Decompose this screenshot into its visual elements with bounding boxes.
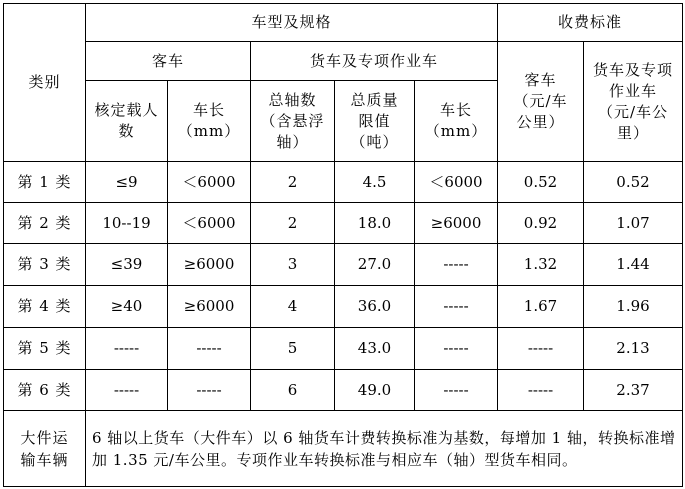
- seats-cell: -----: [86, 370, 168, 411]
- rate-passenger-cell: 1.32: [498, 244, 584, 286]
- table-row: [4, 203, 683, 244]
- toll-standard-table: [3, 3, 683, 487]
- rate-truck-cell: 1.44: [584, 244, 683, 286]
- header-seats: 核定载人数: [86, 81, 168, 162]
- header-length-truck: 车长（mm）: [415, 81, 498, 162]
- length-truck-cell: -----: [415, 244, 498, 286]
- rate-truck-cell: 2.37: [584, 370, 683, 411]
- header-total-mass: 总质量限值（吨）: [335, 81, 415, 162]
- rate-truck-cell: 1.96: [584, 286, 683, 328]
- seats-cell: ≥40: [86, 286, 168, 328]
- oversize-note: 6 轴以上货车（大件车）以 6 轴货车计费转换标准为基数，每增加 1 轴，转换标准增加 1.35 元/车公里。专项作业车转换标准与相应车（轴）型货车相同。: [86, 411, 683, 487]
- header-toll-standard: 收费标准: [498, 4, 683, 42]
- seats-cell: 10--19: [86, 203, 168, 244]
- axles-cell: 6: [251, 370, 335, 411]
- length-passenger-cell: ＜6000: [168, 162, 251, 203]
- length-passenger-cell: -----: [168, 370, 251, 411]
- table-row: [4, 286, 683, 328]
- header-category: 类别: [4, 4, 86, 162]
- rate-truck-cell: 1.07: [584, 203, 683, 244]
- mass-cell: 4.5: [335, 162, 415, 203]
- category-cell: 第 5 类: [4, 328, 86, 370]
- seats-cell: ≤9: [86, 162, 168, 203]
- header-length-passenger: 车长（mm）: [168, 81, 251, 162]
- length-truck-cell: -----: [415, 370, 498, 411]
- length-passenger-cell: ≥6000: [168, 244, 251, 286]
- axles-cell: 2: [251, 162, 335, 203]
- rate-passenger-cell: 1.67: [498, 286, 584, 328]
- length-passenger-cell: ＜6000: [168, 203, 251, 244]
- header-rate-passenger: 客车（元/车公里）: [498, 42, 584, 162]
- category-cell: 第 1 类: [4, 162, 86, 203]
- length-truck-cell: ＜6000: [415, 162, 498, 203]
- oversize-row: [4, 411, 683, 487]
- axles-cell: 3: [251, 244, 335, 286]
- table-row: [4, 162, 683, 203]
- mass-cell: 27.0: [335, 244, 415, 286]
- oversize-label: 大件运输车辆: [4, 411, 86, 487]
- length-passenger-cell: ≥6000: [168, 286, 251, 328]
- length-truck-cell: -----: [415, 286, 498, 328]
- length-passenger-cell: -----: [168, 328, 251, 370]
- rate-passenger-cell: -----: [498, 370, 584, 411]
- seats-cell: ≤39: [86, 244, 168, 286]
- rate-truck-cell: 0.52: [584, 162, 683, 203]
- axles-cell: 5: [251, 328, 335, 370]
- mass-cell: 49.0: [335, 370, 415, 411]
- rate-truck-cell: 2.13: [584, 328, 683, 370]
- mass-cell: 36.0: [335, 286, 415, 328]
- table-row: [4, 370, 683, 411]
- length-truck-cell: -----: [415, 328, 498, 370]
- header-rate-truck: 货车及专项作业车（元/车公里）: [584, 42, 683, 162]
- category-cell: 第 6 类: [4, 370, 86, 411]
- category-cell: 第 3 类: [4, 244, 86, 286]
- table-row: [4, 244, 683, 286]
- header-axles: 总轴数（含悬浮轴）: [251, 81, 335, 162]
- mass-cell: 43.0: [335, 328, 415, 370]
- length-truck-cell: ≥6000: [415, 203, 498, 244]
- header-truck-special: 货车及专项作业车: [251, 42, 498, 81]
- seats-cell: -----: [86, 328, 168, 370]
- header-passenger-car: 客车: [86, 42, 251, 81]
- mass-cell: 18.0: [335, 203, 415, 244]
- rate-passenger-cell: -----: [498, 328, 584, 370]
- axles-cell: 4: [251, 286, 335, 328]
- rate-passenger-cell: 0.52: [498, 162, 584, 203]
- rate-passenger-cell: 0.92: [498, 203, 584, 244]
- table-row: [4, 328, 683, 370]
- axles-cell: 2: [251, 203, 335, 244]
- category-cell: 第 4 类: [4, 286, 86, 328]
- category-cell: 第 2 类: [4, 203, 86, 244]
- header-vehicle-specs: 车型及规格: [86, 4, 498, 42]
